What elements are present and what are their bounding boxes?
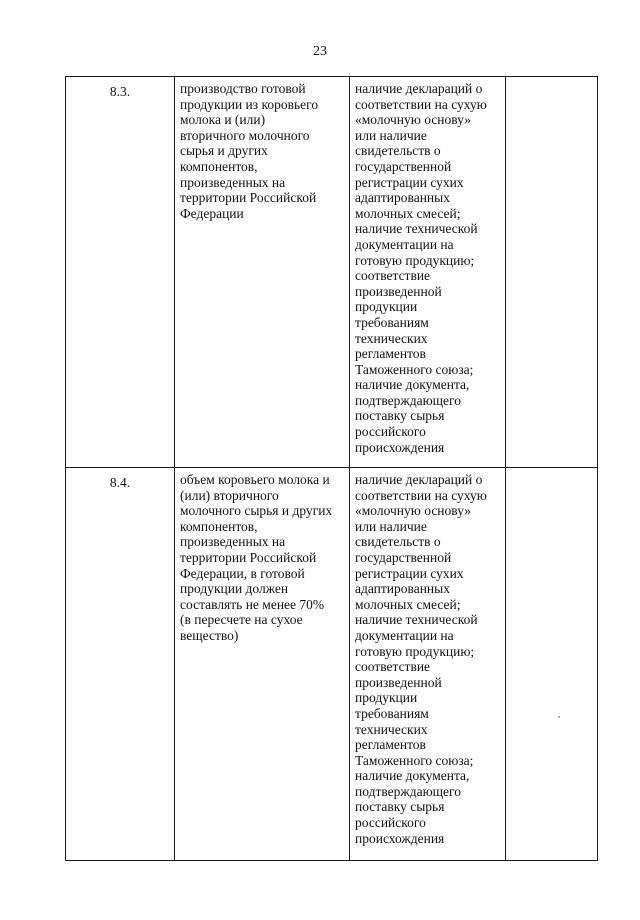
page-number: 23 [313, 44, 327, 59]
table-row [66, 468, 598, 861]
confirming-documents-cell: наличие деклараций о соответствии на сухую «молочную основу» или наличие свидетельств о государственной регистрации сухих адаптированных молочных смесей; наличие технической документации на готовую продукцию; соответствие произведенной продукции требованиям технических регламентов Таможенного союза; наличие документа, подтверждающего поставку сырья российского происхождения [350, 468, 506, 861]
criterion-cell: объем коровьего молока и (или) вторичного молочного сырья и других компонентов, произведенных на территории Российской Федерации, в готовой продукции должен составлять не менее 70% (в пересчете на сухое вещество) [175, 468, 350, 861]
empty-cell [506, 468, 598, 861]
table-row [66, 77, 598, 468]
empty-cell [506, 77, 598, 468]
confirming-documents-cell: наличие деклараций о соответствии на сухую «молочную основу» или наличие свидетельств о государственной регистрации сухих адаптированных молочных смесей; наличие технической документации на готовую продукцию; соответствие произведенной продукции требованиям технических регламентов Таможенного союза; наличие документа, подтверждающего поставку сырья российского происхождения [350, 77, 506, 468]
scan-speck [558, 716, 560, 718]
criterion-cell: производство готовой продукции из коровьего молока и (или) вторичного молочного сырья и других компонентов, произведенных на территории Российской Федерации [175, 77, 350, 468]
requirements-table [65, 76, 598, 861]
row-number-cell: 8.3. [66, 77, 175, 468]
row-number-cell: 8.4. [66, 468, 175, 861]
